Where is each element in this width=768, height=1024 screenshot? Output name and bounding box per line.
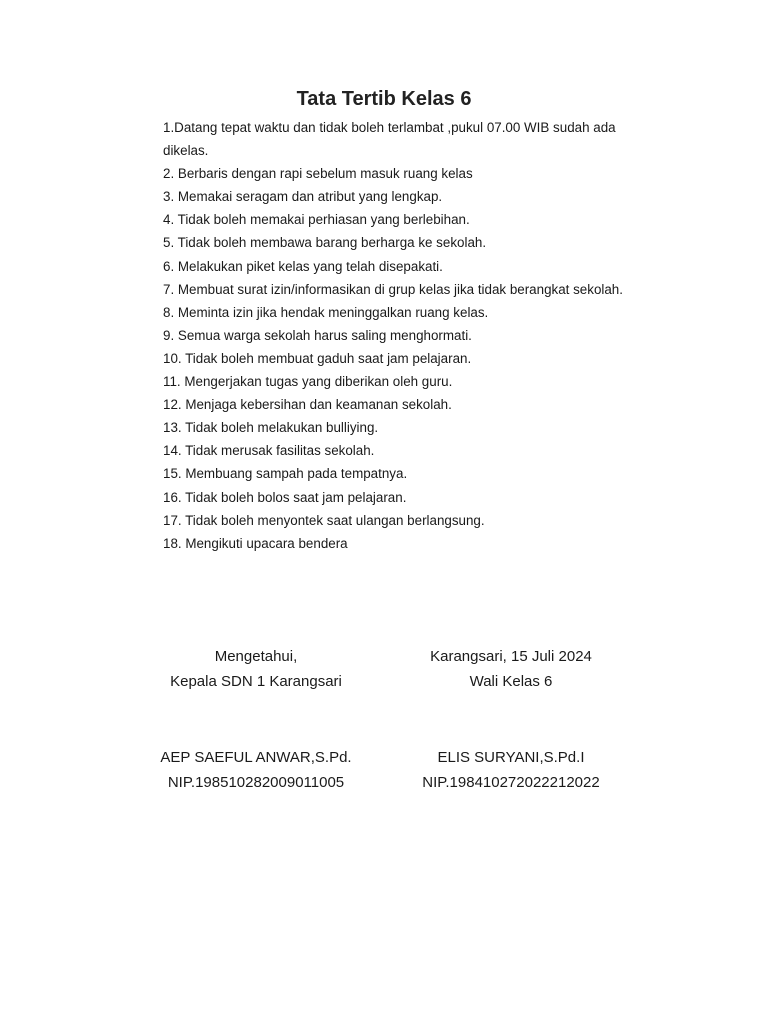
rule-item: 3. Memakai seragam dan atribut yang lengkap. <box>163 189 443 205</box>
signature-position-label: Wali Kelas 6 <box>469 673 553 690</box>
signature-block-principal <box>136 644 376 795</box>
rule-item: 9. Semua warga sekolah harus saling menghormati. <box>163 327 472 343</box>
rule-item: 11. Mengerjakan tugas yang diberikan oleh guru. <box>163 374 453 390</box>
rule-item: 14. Tidak merusak fasilitas sekolah. <box>163 443 375 459</box>
signatory-name: ELIS SURYANI,S.Pd.I <box>437 749 585 766</box>
rule-item: 1.Datang tepat waktu dan tidak boleh terlambat ,pukul 07.00 WIB sudah ada dikelas. <box>163 120 616 159</box>
rule-item: 8. Meminta izin jika hendak meninggalkan ruang kelas. <box>163 304 489 320</box>
signature-acknowledged-label: Mengetahui, <box>214 648 298 665</box>
page-title: Tata Tertib Kelas 6 <box>296 88 472 110</box>
rules-list <box>163 116 663 555</box>
signature-place-date: Karangsari, 15 Juli 2024 <box>430 648 592 665</box>
rule-item: 7. Membuat surat izin/informasikan di grup kelas jika tidak berangkat sekolah. <box>163 281 623 297</box>
signatory-name: AEP SAEFUL ANWAR,S.Pd. <box>160 749 352 766</box>
rule-item: 17. Tidak boleh menyontek saat ulangan berlangsung. <box>163 512 485 528</box>
signature-space <box>136 694 376 745</box>
signatory-nip: NIP.198510282009011005 <box>167 774 345 791</box>
rule-item: 12. Menjaga kebersihan dan keamanan sekolah. <box>163 397 452 413</box>
rule-item: 16. Tidak boleh bolos saat jam pelajaran. <box>163 489 407 505</box>
rule-item: 5. Tidak boleh membawa barang berharga ke sekolah. <box>163 235 487 251</box>
rule-item: 6. Melakukan piket kelas yang telah disepakati. <box>163 258 443 274</box>
signature-space <box>391 694 631 745</box>
rule-item: 15. Membuang sampah pada tempatnya. <box>163 466 408 482</box>
rule-item: 2. Berbaris dengan rapi sebelum masuk ruang kelas <box>163 166 473 182</box>
signature-block-homeroom <box>391 644 631 795</box>
rule-item: 4. Tidak boleh memakai perhiasan yang berlebihan. <box>163 212 470 228</box>
rule-item: 18. Mengikuti upacara bendera <box>163 535 348 551</box>
signatory-nip: NIP.198410272022212022 <box>422 774 600 791</box>
rule-item: 10. Tidak boleh membuat gaduh saat jam pelajaran. <box>163 350 472 366</box>
rule-item: 13. Tidak boleh melakukan bulliying. <box>163 420 379 436</box>
signature-position-label: Kepala SDN 1 Karangsari <box>170 673 342 690</box>
